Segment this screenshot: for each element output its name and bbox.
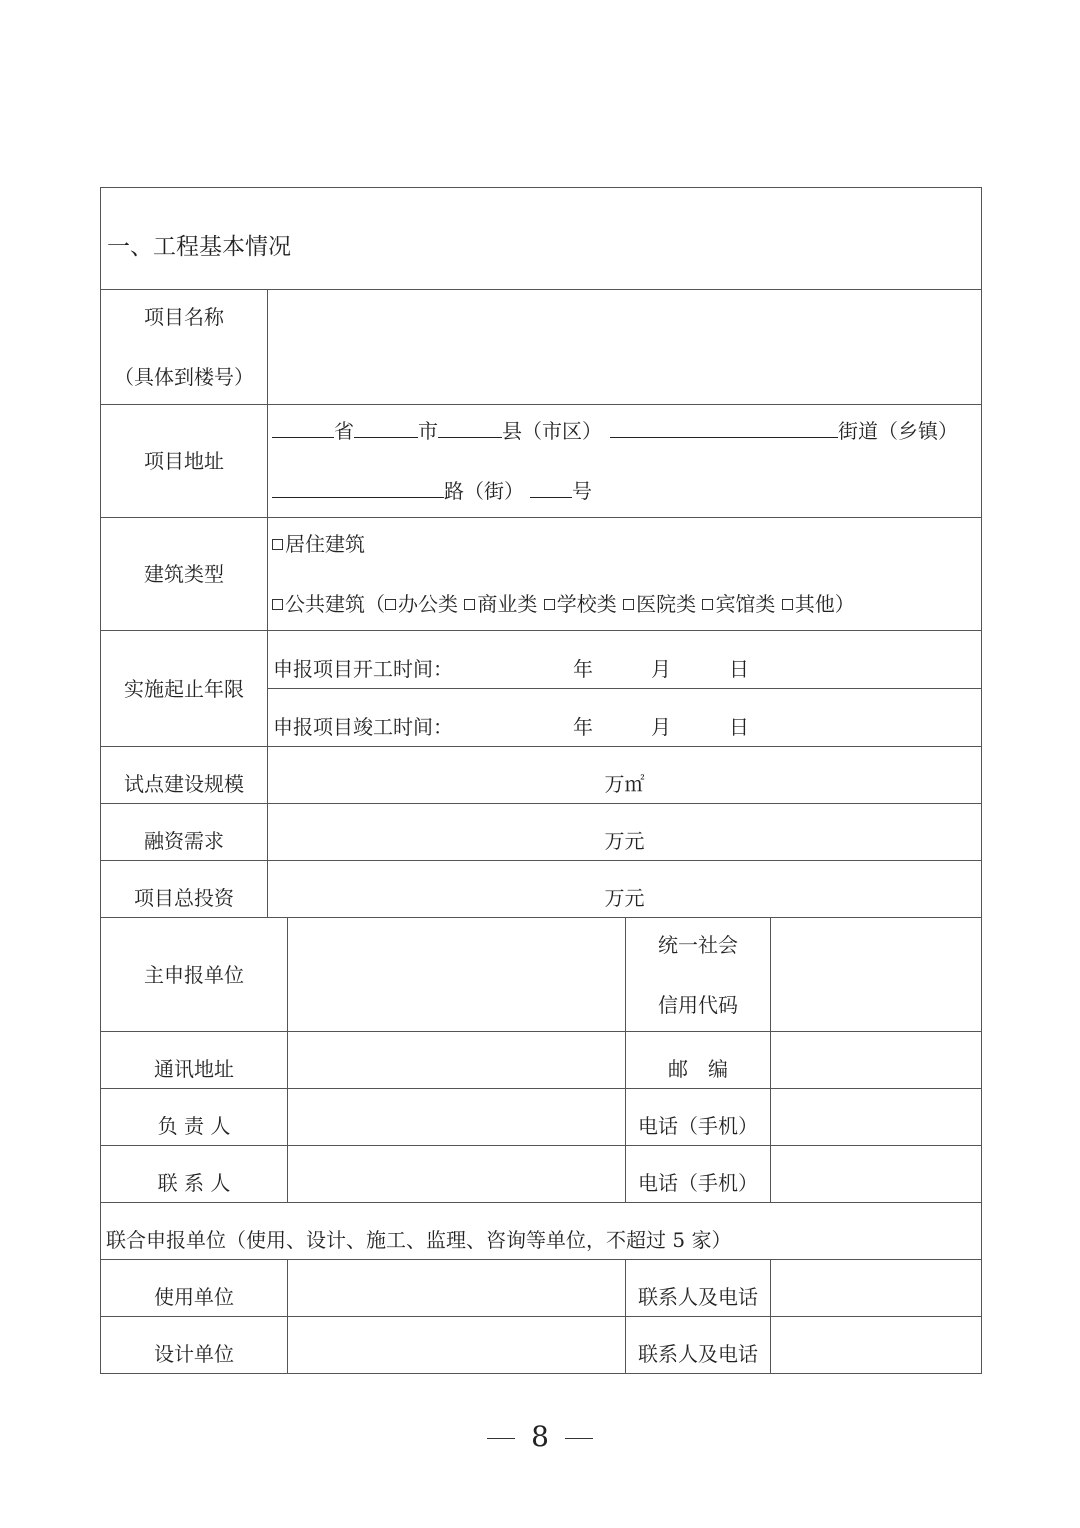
postcode-label: 邮 编: [626, 1032, 771, 1089]
road-label: 路（街）: [444, 479, 524, 503]
financing-field[interactable]: [268, 804, 982, 861]
responsible-phone-field[interactable]: [771, 1089, 982, 1146]
project-name-label: [101, 290, 268, 405]
contact-phone-label: 电话（手机）: [626, 1146, 771, 1203]
contact-person-label: 联 系 人: [101, 1146, 288, 1203]
start-month-label: 月: [651, 656, 671, 681]
residential-checkbox[interactable]: [272, 539, 283, 550]
street-label: 街道（乡镇）: [838, 419, 958, 443]
page-number: [0, 1420, 1080, 1453]
design-unit-contact-label: 联系人及电话: [626, 1317, 771, 1374]
financing-unit: 万元: [604, 829, 645, 853]
user-unit-contact-field[interactable]: [771, 1260, 982, 1317]
project-name-label-line2: （具体到楼号）: [114, 365, 254, 389]
project-address-field[interactable]: [268, 405, 982, 518]
road-blank[interactable]: [272, 481, 444, 498]
end-year-label: 年: [573, 714, 593, 739]
user-unit-field[interactable]: [288, 1260, 626, 1317]
user-unit-label: 使用单位: [101, 1260, 288, 1317]
page-dash-left: [487, 1438, 515, 1439]
responsible-person-label: 负 责 人: [101, 1089, 288, 1146]
credit-code-field[interactable]: [771, 918, 982, 1032]
period-label: 实施起止年限: [101, 631, 268, 747]
county-label: 县（市区）: [502, 419, 602, 443]
building-type-label: 建筑类型: [101, 518, 268, 631]
design-unit-field[interactable]: [288, 1317, 626, 1374]
commercial-label: 商业类: [477, 592, 538, 616]
mailing-address-label: 通讯地址: [101, 1032, 288, 1089]
scale-label: 试点建设规模: [101, 747, 268, 804]
scale-unit: 万㎡: [604, 772, 645, 796]
commercial-checkbox[interactable]: [464, 599, 475, 610]
page-dash-right: [565, 1438, 593, 1439]
project-basic-info-table: [100, 187, 982, 1374]
city-label: 市: [418, 419, 438, 443]
postcode-field[interactable]: [771, 1032, 982, 1089]
office-checkbox[interactable]: [385, 599, 396, 610]
responsible-phone-label: 电话（手机）: [626, 1089, 771, 1146]
city-blank[interactable]: [354, 421, 418, 438]
end-date-field[interactable]: [268, 689, 982, 747]
mailing-address-field[interactable]: [288, 1032, 626, 1089]
total-investment-field[interactable]: [268, 861, 982, 918]
contact-phone-field[interactable]: [771, 1146, 982, 1203]
office-label: 办公类: [398, 592, 458, 616]
user-unit-contact-label: 联系人及电话: [626, 1260, 771, 1317]
project-name-field[interactable]: [268, 290, 982, 405]
financing-label: 融资需求: [101, 804, 268, 861]
public-checkbox[interactable]: [272, 599, 283, 610]
joint-applicants-header: 联合申报单位（使用、设计、施工、监理、咨询等单位，不超过 5 家）: [101, 1203, 982, 1260]
hotel-label: 宾馆类: [715, 592, 776, 616]
hotel-checkbox[interactable]: [702, 599, 713, 610]
credit-code-label: [626, 918, 771, 1032]
section-title: 一、工程基本情况: [101, 188, 982, 290]
credit-code-label-line2: 信用代码: [658, 992, 738, 1017]
street-blank[interactable]: [610, 421, 838, 438]
province-label: 省: [334, 419, 354, 443]
hospital-checkbox[interactable]: [623, 599, 634, 610]
end-month-label: 月: [651, 714, 671, 739]
province-blank[interactable]: [272, 421, 334, 438]
total-investment-label: 项目总投资: [101, 861, 268, 918]
building-type-field: [268, 518, 982, 631]
main-applicant-label: 主申报单位: [101, 918, 288, 1032]
responsible-person-field[interactable]: [288, 1089, 626, 1146]
total-investment-unit: 万元: [604, 886, 645, 910]
public-label: 公共建筑（: [285, 592, 385, 616]
number-blank[interactable]: [530, 481, 572, 498]
residential-label: 居住建筑: [285, 532, 365, 556]
credit-code-label-line1: 统一社会: [658, 932, 738, 957]
number-label: 号: [572, 479, 592, 503]
other-checkbox[interactable]: [782, 599, 793, 610]
project-address-label: 项目地址: [101, 405, 268, 518]
other-label: 其他）: [794, 592, 855, 616]
start-year-label: 年: [573, 656, 593, 681]
design-unit-contact-field[interactable]: [771, 1317, 982, 1374]
project-name-label-line1: 项目名称: [144, 305, 224, 329]
end-day-label: 日: [729, 714, 749, 739]
start-day-label: 日: [729, 656, 749, 681]
start-date-field[interactable]: [268, 631, 982, 689]
hospital-label: 医院类: [636, 592, 697, 616]
page-number-value: 8: [531, 1420, 549, 1453]
scale-field[interactable]: [268, 747, 982, 804]
school-label: 学校类: [556, 592, 617, 616]
school-checkbox[interactable]: [544, 599, 555, 610]
contact-person-field[interactable]: [288, 1146, 626, 1203]
county-blank[interactable]: [438, 421, 502, 438]
end-date-label: 申报项目竣工时间：: [273, 714, 453, 739]
main-applicant-field[interactable]: [288, 918, 626, 1032]
design-unit-label: 设计单位: [101, 1317, 288, 1374]
start-date-label: 申报项目开工时间：: [273, 656, 453, 681]
